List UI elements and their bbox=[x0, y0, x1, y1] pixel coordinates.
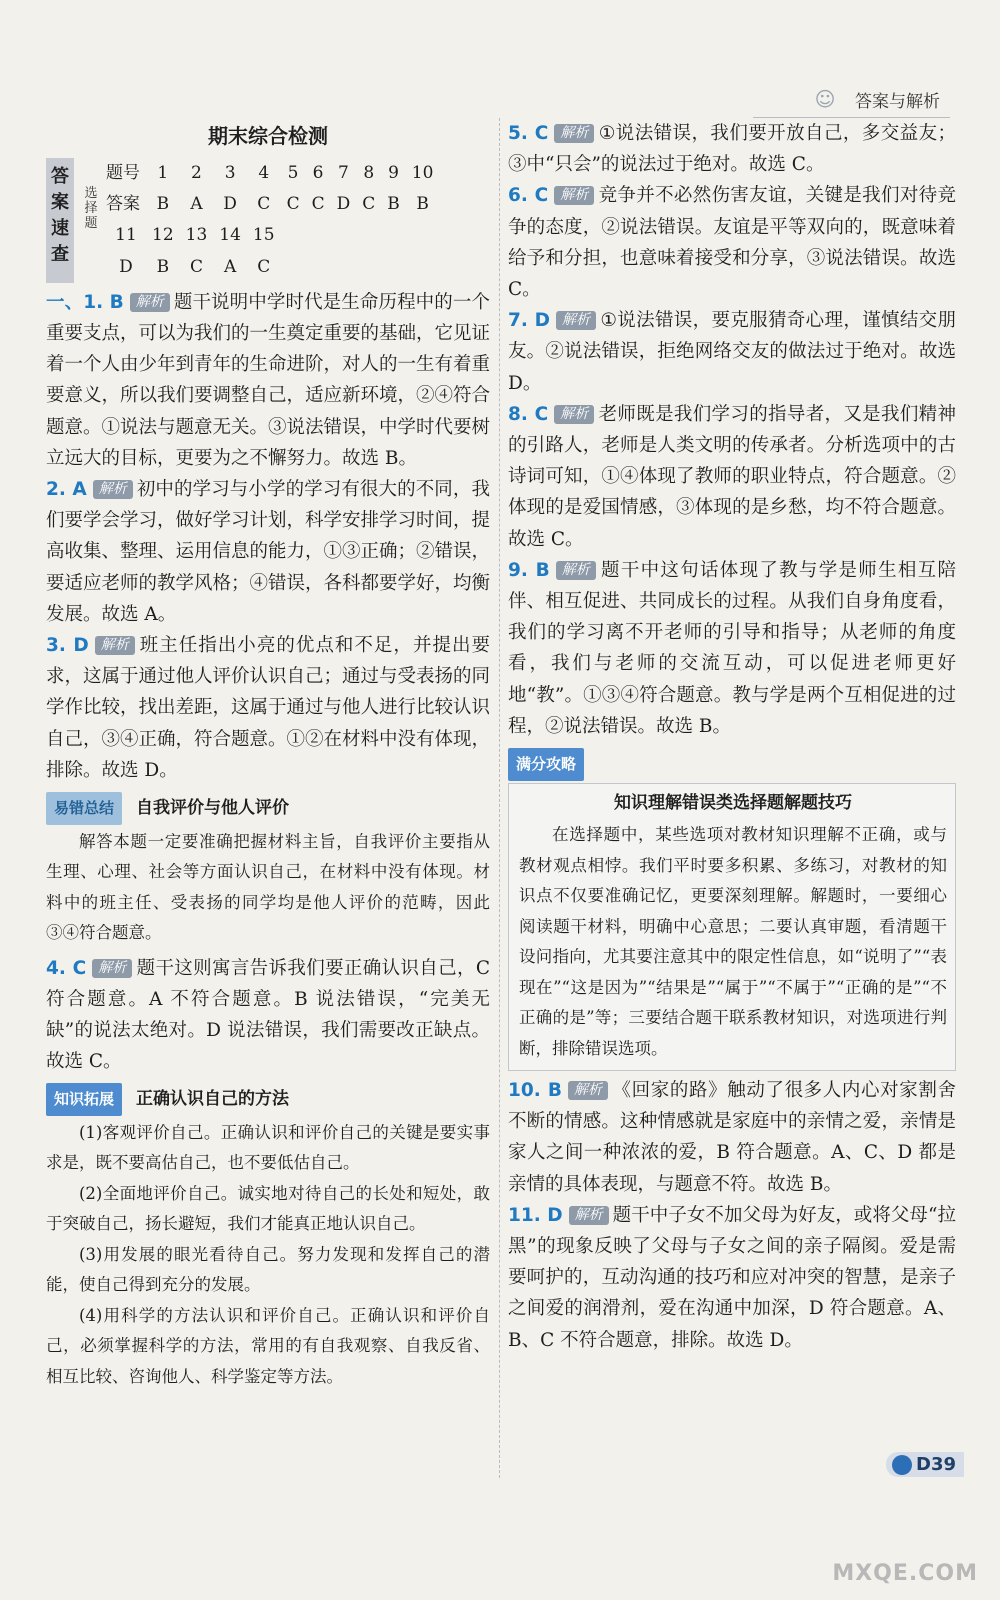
item-number: 9. B bbox=[508, 559, 550, 581]
item-text: 初中的学习与小学的学习有很大的不同，我们要学会学习，做好学习计划，科学安排学习时间，提高收集、整理、运用信息的能力，①③正确；②错误，要适应老师的教学风格；④错误，各科都要学好，均衡发展。故选 A。 bbox=[46, 479, 491, 625]
analysis-tag: 解析 bbox=[95, 636, 135, 655]
cell: 13 bbox=[185, 225, 208, 246]
box-paragraph: (4)用科学的方法认识和评价自己。正确认识和评价自己，必须掌握科学的方法，常用的有自我观察、自我反省、相互比较、咨询他人、科学鉴定等方法。 bbox=[46, 1305, 490, 1386]
answer-item-5 bbox=[508, 118, 956, 180]
item-text: 题干中子女不加父母为好友，或将父母“拉黑”的现象反映了父母与子女之间的亲子隔阂。爱是需要呵护的，互动沟通的技巧和应对冲突的智慧，是亲子之间爱的润滑剂，爱在沟通中加深，D 符合题意。A、B、C 不符合题意，排除。故选 D。 bbox=[508, 1204, 956, 1351]
cell: 11 bbox=[115, 225, 137, 246]
box-header bbox=[46, 1083, 490, 1116]
item-number: 3. D bbox=[46, 635, 89, 657]
answer-item-3 bbox=[46, 630, 490, 786]
cell: B bbox=[156, 256, 170, 277]
watermark: MXQE.COM bbox=[832, 1561, 978, 1586]
full-score-strategy-box bbox=[508, 748, 956, 1071]
analysis-tag: 解析 bbox=[556, 311, 596, 330]
box-header bbox=[46, 792, 490, 825]
box-badge: 知识拓展 bbox=[46, 1083, 122, 1116]
answer-item-2 bbox=[46, 474, 490, 630]
table-row bbox=[106, 189, 439, 220]
analysis-tag: 解析 bbox=[554, 124, 594, 143]
answer-item-4 bbox=[46, 953, 490, 1078]
person-icon: ☺ bbox=[814, 87, 836, 111]
box-badge: 易错总结 bbox=[46, 792, 122, 825]
table-row bbox=[106, 158, 439, 189]
table-row bbox=[106, 252, 439, 283]
box-title: 知识理解错误类选择题解题技巧 bbox=[614, 792, 852, 813]
analysis-tag: 解析 bbox=[568, 1081, 608, 1100]
box-badge: 满分攻略 bbox=[508, 748, 584, 781]
item-number: 4. C bbox=[46, 957, 87, 979]
cell: C bbox=[311, 194, 325, 215]
item-number: 5. C bbox=[508, 123, 549, 144]
left-column bbox=[46, 118, 490, 1396]
header-title: 答案与解析 bbox=[855, 91, 940, 112]
analysis-tag: 解析 bbox=[554, 405, 594, 424]
cell: B bbox=[156, 194, 170, 215]
knowledge-box bbox=[46, 1083, 490, 1392]
box-paragraph: (3)用发展的眼光看待自己。努力发现和发挥自己的潜能，使自己得到充分的发展。 bbox=[46, 1244, 490, 1295]
cell: 1 bbox=[157, 163, 169, 183]
answer-item-8 bbox=[508, 399, 956, 555]
globe-icon bbox=[892, 1455, 912, 1475]
cell: C bbox=[257, 256, 271, 277]
cell: D bbox=[119, 256, 133, 277]
box-paragraph: (2)全面地评价自己。诚实地对待自己的长处和短处，敢于突破自己，扬长避短，我们才能真正地认识自己。 bbox=[46, 1183, 490, 1234]
cell: C bbox=[286, 194, 300, 215]
item-text: 老师既是我们学习的指导者，又是我们精神的引路人，老师是人类文明的传承者。分析选项中的古诗词可知，①④体现了教师的职业特点，符合题意。②体现的是爱国情感，③体现的是乡愁，均不符合题意。故选 C。 bbox=[508, 403, 956, 550]
cell: 5 bbox=[287, 163, 299, 183]
item-number: 2. A bbox=[46, 479, 87, 501]
section-title: 期末综合检测 bbox=[208, 124, 328, 148]
box-header bbox=[508, 748, 956, 781]
answer-item-11 bbox=[508, 1200, 956, 1356]
box-title: 自我评价与他人评价 bbox=[136, 798, 290, 819]
cell: 8 bbox=[363, 163, 375, 183]
page-number-text: D39 bbox=[916, 1454, 956, 1475]
cell: D bbox=[336, 194, 351, 215]
item-text: 竞争并不必然伤害友谊，关键是我们对待竞争的态度，②说法错误。友谊是平等双向的，既意味着给予和分担，也意味着接受和分享，③说法错误。故选 C。 bbox=[508, 185, 956, 301]
choice-label: 选择题 bbox=[84, 186, 98, 231]
column-divider bbox=[499, 118, 500, 1478]
item-text: 题干中这句话体现了教与学是师生相互陪伴、相互促进、共同成长的过程。从我们自身角度看，我们的学习离不开老师的引导和指导；从老师的角度看，我们与老师的交流互动，可以促进老师更好地“教”。①③④符合题意。教与学是两个互相促进的过程，②说法错误。故选 B。 bbox=[508, 559, 956, 737]
cell: D bbox=[223, 194, 237, 215]
answer-quick-check bbox=[46, 158, 490, 283]
box-text: 在选择题中，某些选项对教材知识理解不正确，或与教材观点相悖。我们平时要多积累、多练习，对教材的知识点不仅要准确记忆，更要深刻理解。解题时，一要细心阅读题干材料，明确中心意思；二要认真审题，看清题干设问指向，尤其要注意其中的限定性信息，如“说明了”“表现在”“这是因为”“结果是”“属于”“不属于”“正确的是”“不正确的是”等；三要结合题干联系教材知识，对选项进行判断，排除错误选项。 bbox=[519, 825, 947, 1058]
analysis-tag: 解析 bbox=[93, 480, 133, 499]
item-number: 11. D bbox=[508, 1204, 563, 1226]
cell: 10 bbox=[411, 163, 434, 183]
page-number bbox=[886, 1452, 964, 1477]
cell: 7 bbox=[338, 163, 349, 183]
item-text: 班主任指出小亮的优点和不足，并提出要求，这属于通过他人评价认识自己；通过与受表扬的同学作比较，找出差距，这属于通过与他人进行比较认识自己，③④正确，符合题意。①②在材料中没有体现，排除。故选 D。 bbox=[46, 635, 491, 781]
cell: 15 bbox=[252, 225, 275, 246]
item-number: 10. B bbox=[508, 1080, 562, 1102]
item-text: 《回家的路》触动了很多人内心对家割舍不断的情感。这种情感就是家庭中的亲情之爱，亲情是家人之间一种浓浓的爱，B 符合题意。A、C、D 都是亲情的具体表现，与题意不符。故选 B。 bbox=[508, 1080, 956, 1195]
running-header bbox=[805, 84, 940, 114]
item-text: ①说法错误，我们要开放自己，多交益友；③中“只会”的说法过于绝对。故选 C。 bbox=[508, 123, 956, 176]
cell: 6 bbox=[312, 163, 324, 183]
answer-item-7 bbox=[508, 305, 956, 399]
analysis-tag: 解析 bbox=[556, 561, 596, 580]
right-column bbox=[508, 118, 956, 1356]
answer-table bbox=[106, 158, 439, 283]
cell: 14 bbox=[219, 225, 241, 246]
cell: 12 bbox=[152, 225, 174, 246]
answer-item-10 bbox=[508, 1075, 956, 1200]
row-head: 题号 bbox=[106, 163, 140, 183]
cell: C bbox=[362, 194, 376, 215]
row-head: 答案 bbox=[106, 194, 140, 215]
item-number: 8. C bbox=[508, 403, 549, 425]
item-number: 7. D bbox=[508, 310, 551, 332]
box-paragraph: (1)客观评价自己。正确认识和评价自己的关键是要实事求是，既不要高估自己，也不要低估自己。 bbox=[46, 1122, 490, 1173]
cell: A bbox=[190, 194, 203, 215]
answer-item-6 bbox=[508, 180, 956, 305]
analysis-tag: 解析 bbox=[554, 186, 594, 205]
analysis-tag: 解析 bbox=[569, 1206, 609, 1225]
error-summary-box bbox=[46, 792, 490, 949]
box-title: 正确认识自己的方法 bbox=[136, 1089, 290, 1110]
strategy-panel bbox=[508, 783, 956, 1072]
item-text: 题干说明中学时代是生命历程中的一个重要支点，可以为我们的一生奠定重要的基础，它见证着一个人由少年到青年的生命进阶，对人的一生有着重要意义，所以我们要调整自己，适应新环境，②④符合题意。①说法与题意无关。③说法错误，中学时代要树立远大的目标，更要为之不懈努力。故选 B。 bbox=[46, 291, 491, 469]
answer-item-9 bbox=[508, 555, 956, 742]
cell: 4 bbox=[258, 163, 270, 183]
cell: 2 bbox=[191, 163, 202, 183]
item-text: 题干这则寓言告诉我们要正确认识自己，C 符合题意。A 不符合题意。B 说法错误，“完美无缺”的说法太绝对。D 说法错误，我们需要改正缺点。故选 C。 bbox=[46, 957, 490, 1073]
item-text: ①说法错误，要克服猜奇心理，谨慎结交朋友。②说法错误，拒绝网络交友的做法过于绝对。故选 D。 bbox=[508, 310, 957, 394]
cell: 3 bbox=[224, 163, 236, 183]
answer-item-1 bbox=[46, 287, 490, 474]
quick-check-label: 答案速查 bbox=[46, 158, 74, 283]
analysis-tag: 解析 bbox=[130, 293, 170, 312]
cell: A bbox=[223, 256, 237, 277]
analysis-tag: 解析 bbox=[92, 959, 132, 978]
cell: C bbox=[189, 256, 203, 277]
item-number: 一、1. B bbox=[46, 291, 124, 313]
box-text: 解答本题一定要准确把握材料主旨，自我评价主要指从生理、心理、社会等方面认识自己，在材料中没有体现。材料中的班主任、受表扬的同学均是他人评价的范畴，因此③④符合题意。 bbox=[46, 831, 490, 943]
cell: B bbox=[416, 194, 429, 215]
table-row bbox=[106, 220, 439, 251]
item-number: 6. C bbox=[508, 185, 549, 207]
cell: C bbox=[257, 194, 271, 215]
cell: 9 bbox=[388, 163, 399, 183]
cell: B bbox=[387, 194, 400, 215]
